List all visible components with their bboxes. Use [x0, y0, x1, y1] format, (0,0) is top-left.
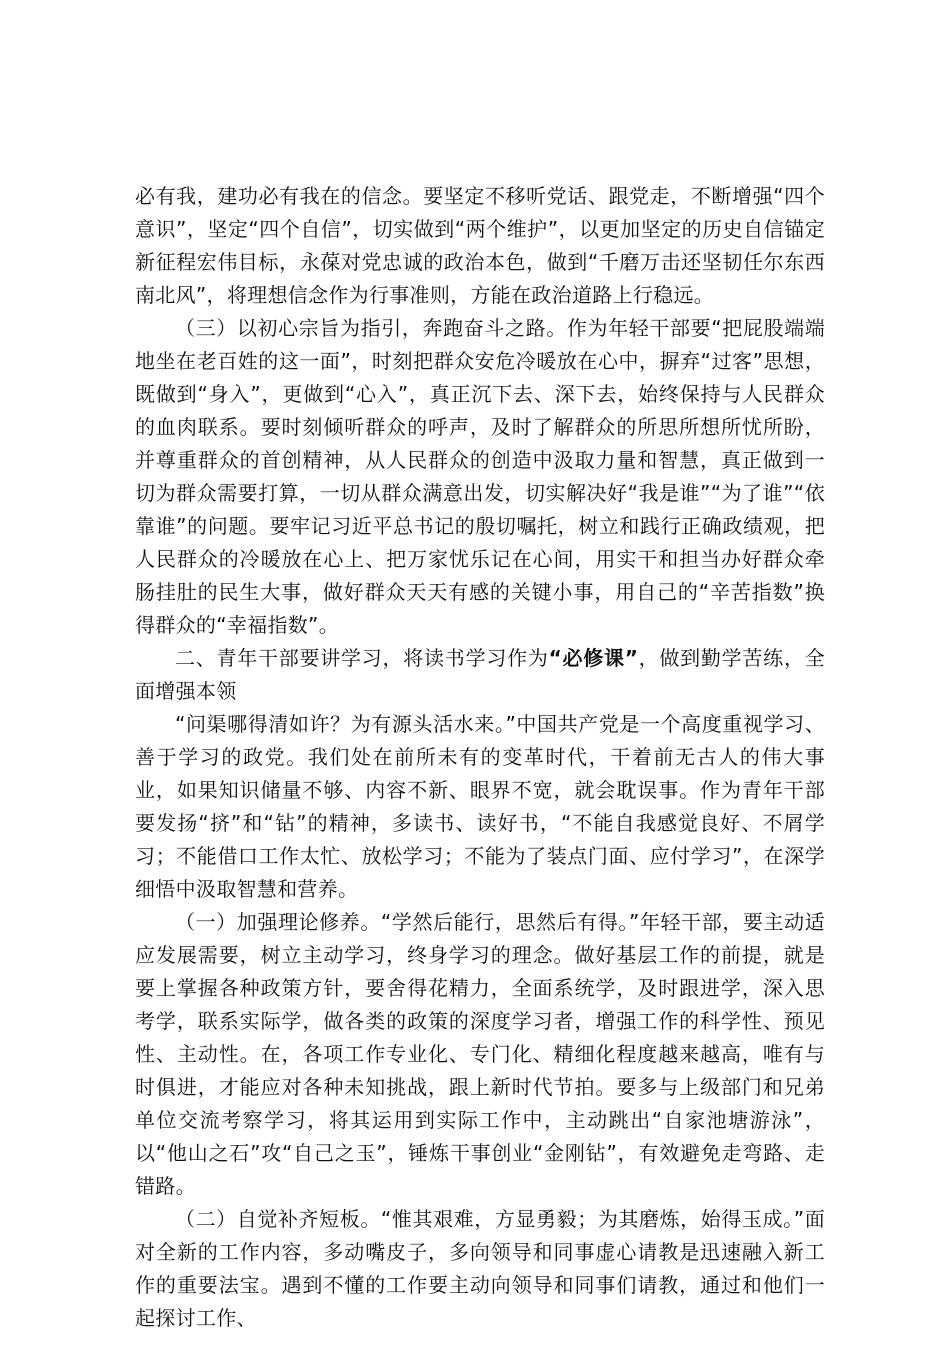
paragraph-fill-shortcomings: （二）自觉补齐短板。“惟其艰难，方显勇毅；为其磨炼，始得玉成。”面对全新的工作内容，多动嘴皮子，多向领导和同事虚心请教是迅速融入新工作的重要法宝。遇到不懂的工作要主动向领导和同事们请教，通过和他们一起探讨工作、: [135, 1207, 825, 1330]
section-heading-study: [135, 642, 825, 708]
paragraph-political-belief: 必有我，建功必有我在的信念。要坚定不移听党话、跟党走，不断增强“四个意识”，坚定“四个自信”，切实做到“两个维护”，以更加坚定的历史自信锚定新征程宏伟目标，永葆对党忠诚的政治本色，做到“千磨万击还坚韧任尔东西南北风”，将理想信念作为行事准则，方能在政治道路上行稳远。: [135, 184, 825, 307]
heading-required-course: “必修课”: [548, 646, 639, 670]
paragraph-original-mission: （三）以初心宗旨为指引，奔跑奋斗之路。作为年轻干部要“把屁股端端地坐在老百姓的这一面”，时刻把群众安危冷暖放在心中，摒弃“过客”思想，既做到“身入”，更做到“心入”，真正沉下去、深下去，始终保持与人民群众的血肉联系。要时刻倾听群众的呼声，及时了解群众的所思所想所忧所盼，并尊重群众的首创精神，从人民群众的创造中汲取力量和智慧，真正做到一切为群众需要打算，一切从群众满意出发，切实解决好“我是谁”“为了谁”“依靠谁”的问题。要牢记习近平总书记的殷切嘱托，树立和践行正确政绩观，把人民群众的冷暖放在心上、把万家忧乐记在心间，用实干和担当办好群众牵肠挂肚的民生大事，做好群众天天有感的关键小事，用自己的“辛苦指数”换得群众的“幸福指数”。: [135, 316, 825, 637]
heading-text-after: ，做到勤学苦练，全面增强本领: [135, 646, 825, 703]
heading-text-before: 二、青年干部要讲学习，将读书学习作为: [175, 646, 549, 670]
paragraph-learning-party: “问渠哪得清如许？为有源头活水来。”中国共产党是一个高度重视学习、善于学习的政党。我们处在前所未有的变革时代，干着前无古人的伟大事业，如果知识储量不够、内容不新、眼界不宽，就会耽误事。作为青年干部要发扬“挤”和“钻”的精神，多读书、读好书，“不能自我感觉良好、不屑学习；不能借口工作太忙、放松学习；不能为了装点门面、应付学习”，在深学细悟中汲取智慧和营养。: [135, 712, 825, 901]
paragraph-theory-cultivation: （一）加强理论修养。“学然后能行，思然后有得。”年轻干部，要主动适应发展需要，树立主动学习，终身学习的理念。做好基层工作的前提，就是要上掌握各种政策方针，要舍得花精力，全面系统学，及时跟进学，深入思考学，联系实际学，做各类的政策的深度学习者，增强工作的科学性、预见性、主动性。在，各项工作专业化、专门化、精细化程度越来越高，唯有与时俱进，才能应对各种未知挑战，跟上新时代节拍。要多与上级部门和兄弟单位交流考察学习，将其运用到实际工作中，主动跳出“自家池塘游泳”，以“他山之石”攻“自己之玉”，锤炼干事创业“金刚钻”，有效避免走弯路、走错路。: [135, 910, 825, 1198]
document-body: [135, 180, 825, 1335]
